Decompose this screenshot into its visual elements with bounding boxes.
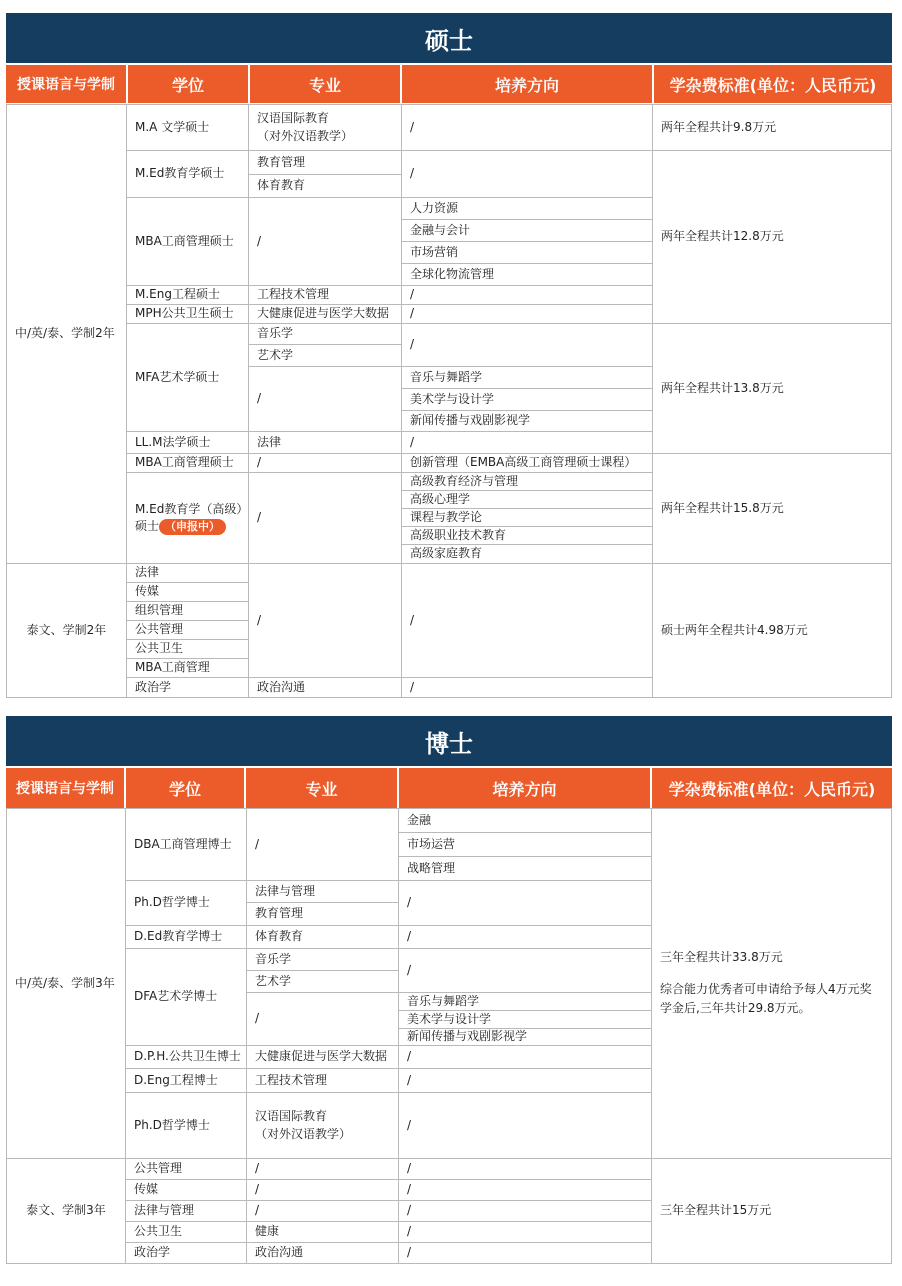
masters-mfa-direction-3: 新闻传播与戏剧影视学 — [401, 410, 653, 432]
doctors-dfa-major-3: / — [246, 992, 399, 1046]
masters-mph-direction: / — [401, 304, 653, 324]
doctors-header-degree: 学位 — [126, 768, 244, 808]
doctors-phd2-direction: / — [398, 1092, 652, 1159]
doctors-dba-direction-3: 战略管理 — [398, 856, 652, 881]
masters-ma-degree: M.A 文学硕士 — [126, 104, 249, 151]
masters-thai-degree-1: 法律 — [126, 563, 249, 583]
masters-mfa-major-3: / — [248, 366, 402, 432]
doctors-thai-direction-5: / — [398, 1242, 652, 1264]
doctors-header-major: 专业 — [246, 768, 397, 808]
doctors-dfa-direction-2: 美术学与设计学 — [398, 1010, 652, 1029]
masters-mba-direction-1: 人力资源 — [401, 197, 653, 220]
doctors-dfa-major-1: 音乐学 — [246, 948, 399, 971]
doctors-deng-major: 工程技术管理 — [246, 1068, 399, 1093]
doctors-thai-degree-2: 传媒 — [125, 1179, 247, 1201]
doctors-dph-degree: D.P.H.公共卫生博士 — [125, 1045, 247, 1069]
masters-mfa-direction-1: 音乐与舞蹈学 — [401, 366, 653, 389]
masters-thai-degree-3: 组织管理 — [126, 601, 249, 621]
masters-header-degree: 学位 — [128, 65, 248, 103]
doctors-thai-major-2: / — [246, 1179, 399, 1201]
masters-thai-direction: / — [401, 563, 653, 678]
masters-mfa-major-1: 音乐学 — [248, 323, 402, 345]
doctors-deng-degree: D.Eng工程博士 — [125, 1068, 247, 1093]
masters-language-group1: 中/英/泰、学制2年 — [6, 104, 127, 564]
doctors-fee-group1: 三年全程共计33.8万元 综合能力优秀者可申请给予每人4万元奖学金后,三年共计29.8万元。 — [651, 808, 892, 1159]
masters-mba2-major: / — [248, 453, 402, 473]
doctors-dfa-direction-3: 新闻传播与戏剧影视学 — [398, 1028, 652, 1046]
masters-thai-degree-4: 公共管理 — [126, 620, 249, 640]
masters-med-degree: M.Ed教育学硕士 — [126, 150, 249, 198]
masters-mba2-direction: 创新管理（EMBA高级工商管理硕士课程） — [401, 453, 653, 473]
masters-ma-direction: / — [401, 104, 653, 151]
masters-thai-major: / — [248, 563, 402, 678]
masters-fee-13-8: 两年全程共计13.8万元 — [652, 323, 892, 454]
masters-meng-direction: / — [401, 285, 653, 305]
doctors-dfa-direction-top: / — [398, 948, 652, 993]
masters-meng-degree: M.Eng工程硕士 — [126, 285, 249, 305]
doctors-title: 博士 — [6, 716, 892, 766]
masters-thai-degree-5: 公共卫生 — [126, 639, 249, 659]
masters-thai-polisci-direction: / — [401, 677, 653, 698]
masters-llm-degree: LL.M法学硕士 — [126, 431, 249, 454]
doctors-phd1-major-1: 法律与管理 — [246, 880, 399, 903]
doctors-thai-direction-4: / — [398, 1221, 652, 1243]
masters-mfa-direction-top: / — [401, 323, 653, 367]
masters-llm-major: 法律 — [248, 431, 402, 454]
doctors-thai-direction-2: / — [398, 1179, 652, 1201]
masters-mba-direction-3: 市场营销 — [401, 241, 653, 264]
masters-thai-polisci-degree: 政治学 — [126, 677, 249, 698]
applying-badge: （申报中） — [159, 519, 226, 535]
doctors-ded-direction: / — [398, 925, 652, 949]
masters-meng-major: 工程技术管理 — [248, 285, 402, 305]
masters-mfa-major-2: 艺术学 — [248, 344, 402, 367]
doctors-ded-major: 体育教育 — [246, 925, 399, 949]
masters-mfa-degree: MFA艺术学硕士 — [126, 323, 249, 432]
doctors-thai-fee: 三年全程共计15万元 — [651, 1158, 892, 1264]
masters-med-adv-direction-2: 高级心理学 — [401, 490, 653, 509]
masters-mba-major: / — [248, 197, 402, 286]
doctors-dph-direction: / — [398, 1045, 652, 1069]
masters-language-group2: 泰文、学制2年 — [6, 563, 127, 698]
doctors-thai-direction-3: / — [398, 1200, 652, 1222]
masters-mba-direction-4: 全球化物流管理 — [401, 263, 653, 286]
doctors-header-language: 授课语言与学制 — [6, 768, 124, 808]
masters-fee-15-8: 两年全程共计15.8万元 — [652, 453, 892, 564]
masters-header-direction: 培养方向 — [402, 65, 652, 103]
masters-header-fee: 学杂费标准(单位：人民币元) — [654, 65, 892, 103]
doctors-header-fee: 学杂费标准(单位：人民币元) — [652, 768, 892, 808]
doctors-header-direction: 培养方向 — [399, 768, 650, 808]
masters-ma-fee: 两年全程共计9.8万元 — [652, 104, 892, 151]
masters-mba-direction-2: 金融与会计 — [401, 219, 653, 242]
doctors-phd1-direction: / — [398, 880, 652, 926]
doctors-dfa-direction-1: 音乐与舞蹈学 — [398, 992, 652, 1011]
doctors-thai-degree-5: 政治学 — [125, 1242, 247, 1264]
doctors-phd1-degree: Ph.D哲学博士 — [125, 880, 247, 926]
doctors-thai-major-5: 政治沟通 — [246, 1242, 399, 1264]
masters-med-direction: / — [401, 150, 653, 198]
doctors-dba-direction-2: 市场运营 — [398, 832, 652, 857]
doctors-dba-major: / — [246, 808, 399, 881]
doctors-thai-direction-1: / — [398, 1158, 652, 1180]
masters-med-adv-direction-1: 高级教育经济与管理 — [401, 472, 653, 491]
masters-fee-12-8: 两年全程共计12.8万元 — [652, 150, 892, 324]
masters-med-adv-direction-4: 高级职业技术教育 — [401, 526, 653, 545]
doctors-dfa-major-2: 艺术学 — [246, 970, 399, 993]
masters-med-major-2: 体育教育 — [248, 174, 402, 198]
doctors-ded-degree: D.Ed教育学博士 — [125, 925, 247, 949]
doctors-phd1-major-2: 教育管理 — [246, 902, 399, 926]
doctors-thai-degree-3: 法律与管理 — [125, 1200, 247, 1222]
doctors-thai-degree-4: 公共卫生 — [125, 1221, 247, 1243]
masters-title: 硕士 — [6, 13, 892, 63]
doctors-thai-major-3: / — [246, 1200, 399, 1222]
masters-med-adv-degree: M.Ed教育学（高级） 硕士 （申报中） — [126, 472, 249, 564]
masters-med-adv-direction-3: 课程与教学论 — [401, 508, 653, 527]
doctors-dph-major: 大健康促进与医学大数据 — [246, 1045, 399, 1069]
masters-med-adv-major: / — [248, 472, 402, 564]
masters-thai-degree-2: 传媒 — [126, 582, 249, 602]
doctors-dba-degree: DBA工商管理博士 — [125, 808, 247, 881]
doctors-thai-degree-1: 公共管理 — [125, 1158, 247, 1180]
masters-thai-fee: 硕士两年全程共计4.98万元 — [652, 563, 892, 698]
doctors-language-group1: 中/英/泰、学制3年 — [6, 808, 126, 1159]
masters-header-language: 授课语言与学制 — [6, 65, 126, 103]
masters-llm-direction: / — [401, 431, 653, 454]
doctors-thai-major-4: 健康 — [246, 1221, 399, 1243]
doctors-phd2-degree: Ph.D哲学博士 — [125, 1092, 247, 1159]
masters-mfa-direction-2: 美术学与设计学 — [401, 388, 653, 411]
doctors-dfa-degree: DFA艺术学博士 — [125, 948, 247, 1046]
doctors-phd2-major: 汉语国际教育 （对外汉语教学） — [246, 1092, 399, 1159]
doctors-thai-major-1: / — [246, 1158, 399, 1180]
masters-ma-major: 汉语国际教育 （对外汉语教学） — [248, 104, 402, 151]
masters-med-adv-direction-5: 高级家庭教育 — [401, 544, 653, 564]
masters-mph-degree: MPH公共卫生硕士 — [126, 304, 249, 324]
masters-mba2-degree: MBA工商管理硕士 — [126, 453, 249, 473]
doctors-dba-direction-1: 金融 — [398, 808, 652, 833]
masters-med-major-1: 教育管理 — [248, 150, 402, 175]
masters-header-major: 专业 — [250, 65, 400, 103]
masters-thai-polisci-major: 政治沟通 — [248, 677, 402, 698]
masters-mba-degree: MBA工商管理硕士 — [126, 197, 249, 286]
masters-mph-major: 大健康促进与医学大数据 — [248, 304, 402, 324]
doctors-language-group2: 泰文、学制3年 — [6, 1158, 126, 1264]
doctors-deng-direction: / — [398, 1068, 652, 1093]
masters-thai-degree-6: MBA工商管理 — [126, 658, 249, 678]
